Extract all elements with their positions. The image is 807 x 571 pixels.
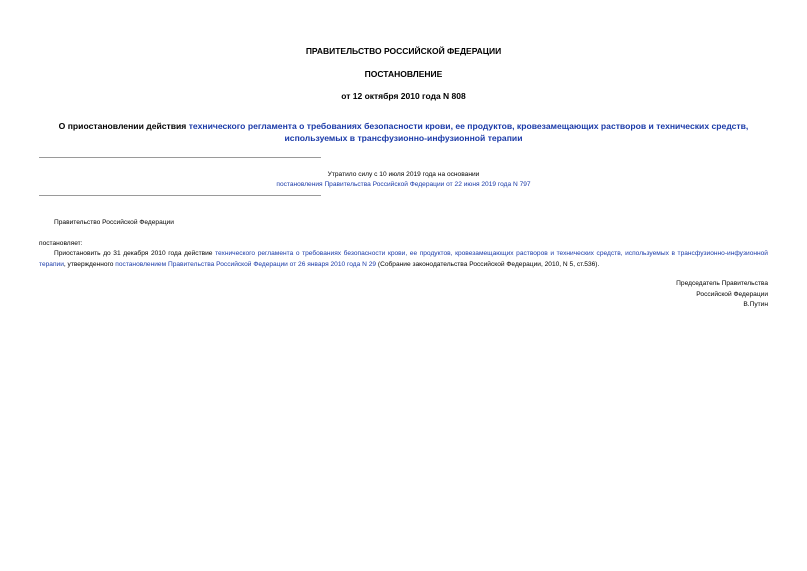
expiry-note-link[interactable]: постановления Правительства Российской Федерации от 22 июня 2019 года N 797 <box>276 181 531 188</box>
title-regulation-link[interactable]: технического регламента о требованиях безопасности крови, ее продуктов, кровезамещающих растворов и технических средств, используемых в трансфузионно-инфузионной терапии <box>188 121 749 143</box>
document-type-heading: ПОСТАНОВЛЕНИЕ <box>364 69 443 79</box>
signature-name: В.Путин <box>743 301 768 308</box>
signature-position-line2: Российской Федерации <box>696 290 768 298</box>
issuer-text: Правительство Российской Федерации <box>54 219 174 226</box>
signature-position-line1: Председатель Правительства <box>676 280 768 287</box>
decree-link[interactable]: постановлением Правительства Российской Федерации от 26 января 2010 года N 29 <box>115 260 377 268</box>
date-number-heading: от 12 октября 2010 года N 808 <box>341 91 466 101</box>
resolves-text: постановляет: <box>39 240 83 247</box>
expiry-note-line: Утратило силу с 10 июля 2019 года на основании <box>327 171 480 178</box>
resolution-paragraph <box>39 249 768 270</box>
paragraph-text-1: Приостановить до 31 декабря 2010 года действие <box>54 250 213 257</box>
paragraph-text-2: , утвержденного <box>63 260 116 268</box>
government-heading: ПРАВИТЕЛЬСТВО РОССИЙСКОЙ ФЕДЕРАЦИИ <box>305 46 502 56</box>
regulation-link[interactable]: технического регламента о требованиях безопасности крови, ее продуктов, кровезамещающих растворов и технических средств, используемых в трансфузионно-инфузионной терапии <box>39 250 768 268</box>
title-prefix: О приостановлении действия <box>58 121 189 131</box>
divider-top <box>39 157 321 158</box>
document-title <box>40 120 767 144</box>
signature-block <box>676 279 768 311</box>
paragraph-text-3: (Собрание законодательства Российской Федерации, 2010, N 5, ст.536). <box>376 260 600 268</box>
divider-bottom <box>39 195 321 196</box>
